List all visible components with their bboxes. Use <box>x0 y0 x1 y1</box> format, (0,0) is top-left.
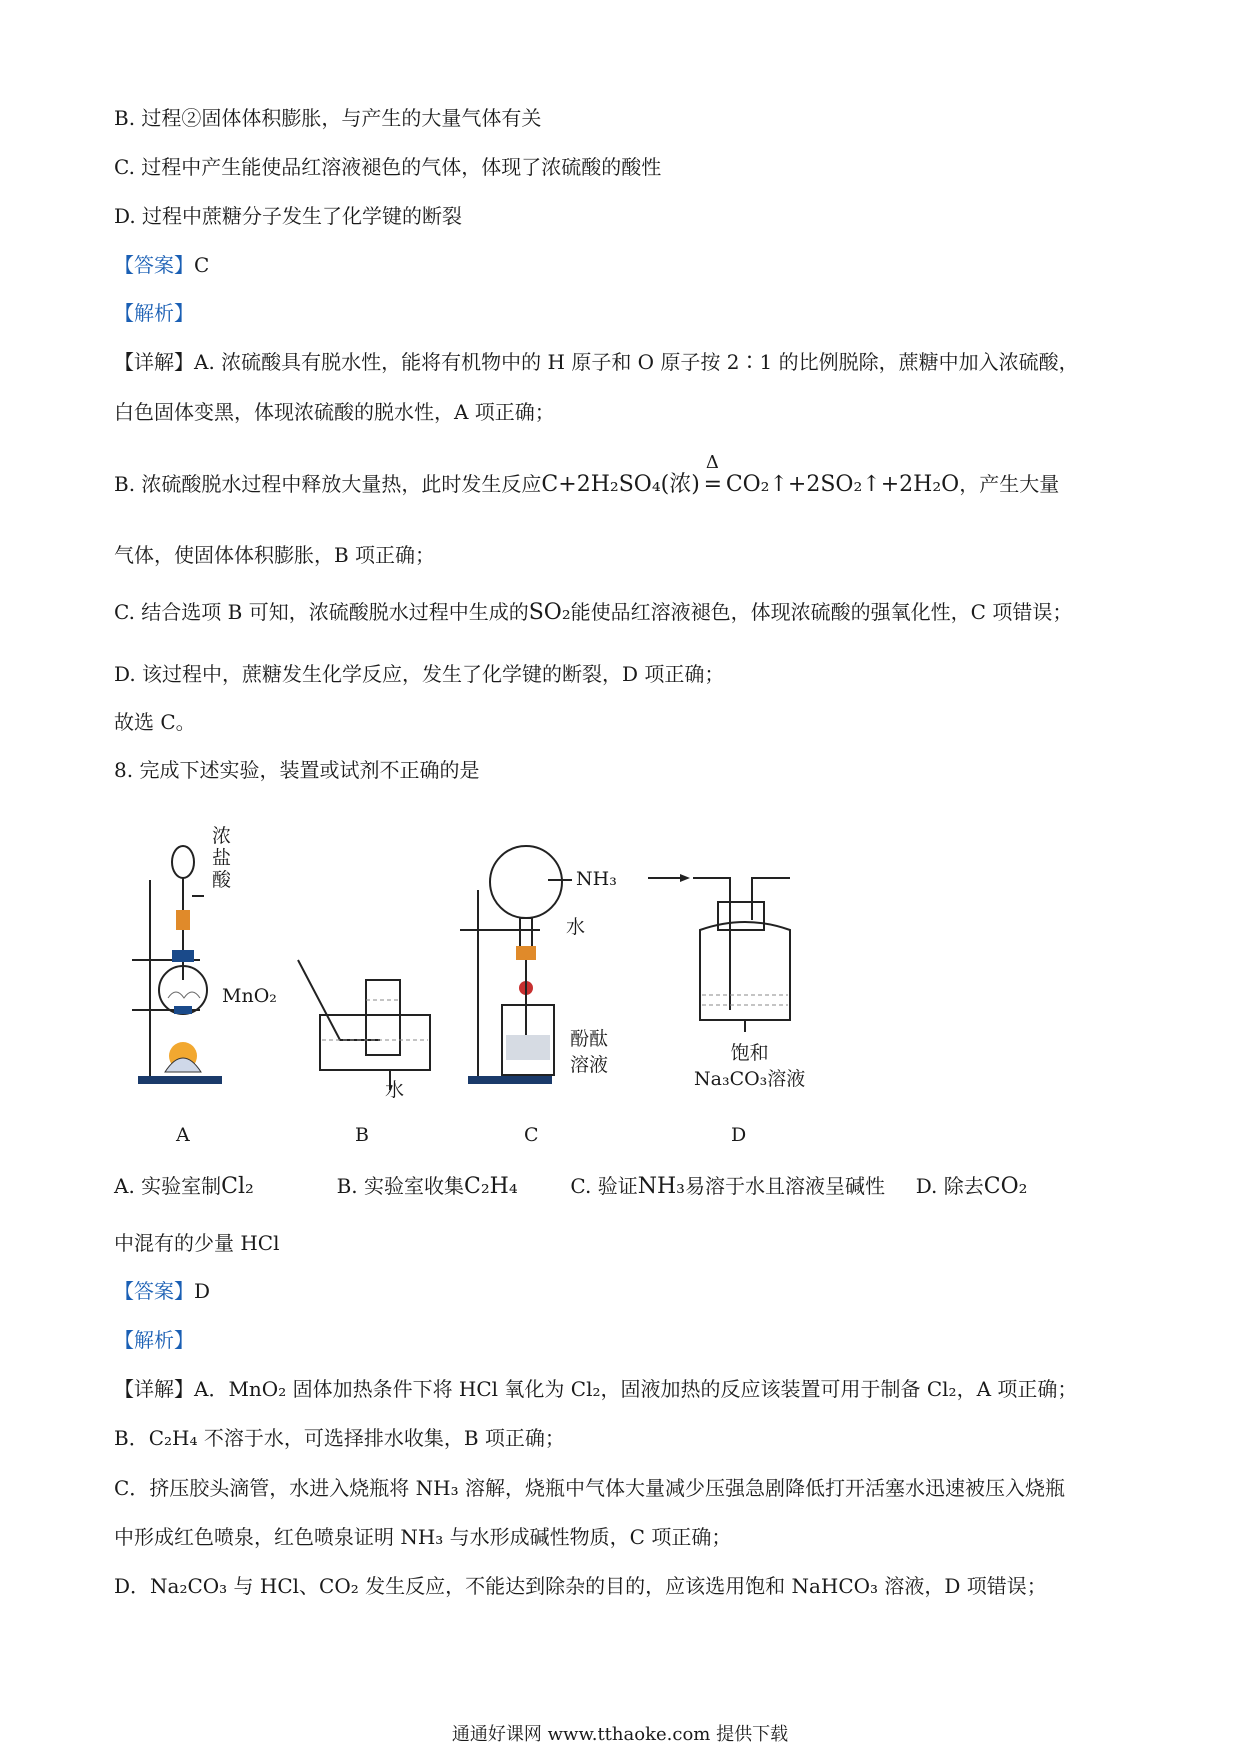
option-c-post: 易溶于水且溶液呈碱性 <box>684 1174 885 1198</box>
answer-value: C <box>194 253 210 277</box>
detail-2-a-text: A．MnO₂ 固体加热条件下将 HCl 氧化为 Cl₂，固液加热的反应该装置可用于制备 Cl₂，A 项正确； <box>194 1377 1078 1401</box>
detail-text: A. 浓硫酸具有脱水性，能将有机物中的 H 原子和 O 原子按 2∶1 的比例脱除，蔗糖中加入浓硫酸， <box>194 350 1079 374</box>
label-concentrated-hcl <box>212 825 231 891</box>
apparatus-a <box>132 846 222 1084</box>
detail-1-b1 <box>114 452 1060 499</box>
label-sat-1: 饱和 <box>730 1042 769 1064</box>
eq-h2so4: 2H₂SO₄(浓) <box>576 472 700 497</box>
flask-clamp-a <box>174 1006 192 1014</box>
detail-1-a1 <box>114 348 1079 376</box>
arrow-head-d <box>680 874 690 882</box>
option-b-formula: C₂H₄ <box>464 1174 518 1199</box>
detail-2-b: B．C₂H₄ 不溶于水，可选择排水收集，B 项正确； <box>114 1426 565 1450</box>
label-saturated-solution <box>694 1040 805 1092</box>
stand-base-a <box>138 1076 222 1084</box>
collecting-bottle-b <box>366 980 400 1055</box>
detail-2-a <box>114 1375 1077 1403</box>
label-water-c: 水 <box>566 916 586 938</box>
outlet-tube-d <box>752 878 790 920</box>
option-a-formula: Cl₂ <box>221 1174 254 1199</box>
answer-2-label: 【答案】 <box>114 1279 194 1303</box>
choose-c: 故选 C。 <box>114 710 196 734</box>
options-row <box>114 1172 1027 1201</box>
detail-2-d: D．Na₂CO₃ 与 HCl、CO₂ 发生反应，不能达到除杂的目的，应该选用饱和 NaHCO₃ 溶液，D 项错误； <box>114 1574 1047 1598</box>
label-sat-2: Na₃CO₃溶液 <box>694 1068 806 1090</box>
apparatus-figure <box>0 810 1240 1150</box>
inlet-tube-d <box>693 878 730 1010</box>
question-8: 8. 完成下述实验，装置或试剂不正确的是 <box>114 758 480 782</box>
caption-d: D <box>731 1124 747 1146</box>
eq-c: C <box>541 472 559 497</box>
detail-1-c <box>114 598 1072 627</box>
funnel-a <box>172 846 194 878</box>
answer-2-value: D <box>194 1279 211 1303</box>
option-c-formula: NH₃ <box>637 1174 685 1199</box>
label-hcl-1: 浓 <box>212 825 232 847</box>
option-d-line: D. 过程中蔗糖分子发生了化学键的断裂 <box>114 204 463 228</box>
bottle-neck-d <box>718 902 764 930</box>
option-d-formula: CO₂ <box>983 1174 1028 1199</box>
option-d-text: D. 除去 <box>915 1174 984 1198</box>
eq-plus: + <box>558 472 577 497</box>
option-d-continued: 中混有的少量 HCl <box>114 1231 280 1255</box>
option-c-pre: C. 验证 <box>570 1174 638 1198</box>
equation <box>541 452 960 497</box>
label-phenol-2: 溶液 <box>570 1054 609 1076</box>
so2-formula: SO₂ <box>528 600 571 625</box>
caption-b: B <box>355 1124 369 1146</box>
detail-2-c1: C．挤压胶头滴管，水进入烧瓶将 NH₃ 溶解，烧瓶中气体大量减少压强急剧降低打开活塞水迅速被压入烧瓶 <box>114 1476 1065 1500</box>
detail-1-d: D. 该过程中，蔗糖发生化学反应，发生了化学键的断裂，D 项正确； <box>114 662 725 686</box>
option-b-text: B. 实验室收集 <box>336 1174 465 1198</box>
detail-b-pre: B. 浓硫酸脱水过程中释放大量热，此时发生反应 <box>114 472 542 496</box>
label-mno2: MnO₂ <box>222 985 277 1007</box>
stand-base-c <box>468 1076 552 1084</box>
detail-1-b2: 气体，使固体体积膨胀，B 项正确； <box>114 543 436 567</box>
trough-b <box>320 1015 430 1070</box>
eq-delta: Δ <box>705 452 719 473</box>
stopper-a <box>176 910 190 930</box>
answer-2 <box>114 1277 210 1305</box>
apparatus-d <box>648 874 790 1032</box>
detail-c-pre: C. 结合选项 B 可知，浓硫酸脱水过程中生成的 <box>114 600 529 624</box>
clamp-holder-a <box>172 950 194 962</box>
option-c-line: C. 过程中产生能使品红溶液褪色的气体，体现了浓硫酸的酸性 <box>114 155 662 179</box>
apparatus-c <box>460 846 572 1084</box>
eq-products: CO₂↑+2SO₂↑+2H₂O <box>725 472 960 497</box>
footer: 通通好课网 www.tthaoke.com 提供下载 <box>451 1724 789 1745</box>
caption-a: A <box>176 1124 190 1146</box>
label-nh3: NH₃ <box>576 868 617 890</box>
analysis-1-label: 【解析】 <box>114 301 194 325</box>
detail-1-a2: 白色固体变黑，体现浓硫酸的脱水性，A 项正确； <box>114 400 555 424</box>
label-phenol-1: 酚酞 <box>570 1028 609 1050</box>
stopper-c <box>516 946 536 960</box>
label-phenolphthalein <box>570 1026 608 1078</box>
detail-c-post: 能使品红溶液褪色，体现浓硫酸的强氧化性，C 项错误； <box>570 600 1073 624</box>
label-water-b: 水 <box>385 1079 405 1101</box>
flask-neck-c <box>520 918 532 948</box>
analysis-2-label: 【解析】 <box>114 1328 194 1352</box>
round-flask-c <box>490 846 562 918</box>
answer-1 <box>114 251 209 279</box>
caption-c: C <box>524 1124 539 1146</box>
option-a-text: A. 实验室制 <box>114 1174 222 1198</box>
detail-b-post: ，产生大量 <box>959 472 1060 496</box>
label-hcl-2: 盐 <box>212 847 232 869</box>
eq-arrow: Δ = <box>700 471 726 499</box>
option-b-line: B. 过程②固体体积膨胀，与产生的大量气体有关 <box>114 106 542 130</box>
apparatus-b <box>298 960 430 1090</box>
detail-label: 【详解】 <box>114 350 194 374</box>
detail-2-c2: 中形成红色喷泉，红色喷泉证明 NH₃ 与水形成碱性物质，C 项正确； <box>114 1525 732 1549</box>
flask-contents-a <box>168 992 200 998</box>
detail-2-label: 【详解】 <box>114 1377 194 1401</box>
indicator-solution-c <box>506 1035 550 1060</box>
label-hcl-3: 酸 <box>212 869 232 891</box>
answer-label: 【答案】 <box>114 253 194 277</box>
